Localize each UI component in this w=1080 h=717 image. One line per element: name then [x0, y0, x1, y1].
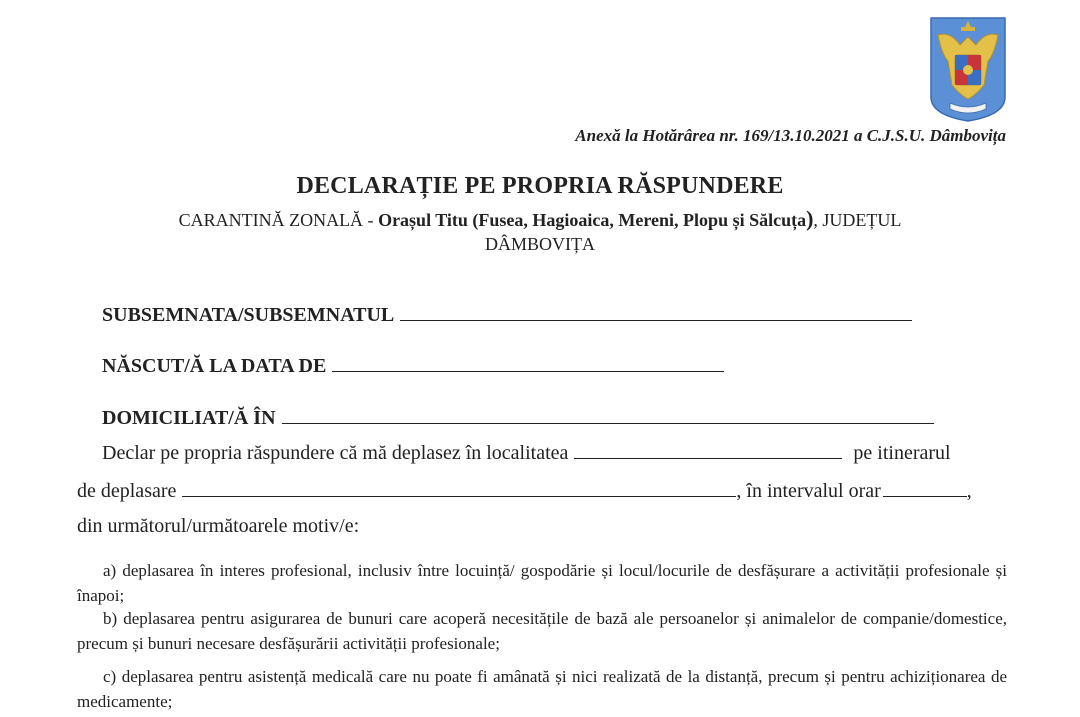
route-input-line[interactable] [182, 480, 736, 497]
reason-item-b [77, 606, 1007, 656]
declaration-line-2 [77, 480, 972, 503]
birthdate-label: NĂSCUT/Ă LA DATA DE [102, 355, 327, 377]
document-subtitle [130, 207, 950, 256]
reason-item-c [77, 664, 1007, 714]
reason-b-text: b) deplasarea pentru asigurarea de bunuri care acoperă necesitățile de bază ale persoanelor și animalelor de companie/domestice, precum și bunuri necesare desfășurării activității profesionale; [77, 609, 1007, 653]
subtitle-locality: Orașul Titu (Fusea, Hagioaica, Mereni, Plopu și Sălcuța [378, 210, 807, 230]
name-field [102, 304, 912, 327]
romania-coat-of-arms-icon [928, 15, 1008, 123]
residence-field [102, 407, 934, 430]
declaration-text-comma: , [966, 480, 972, 502]
name-input-line[interactable] [400, 304, 912, 321]
declaration-text-route: de deplasare [77, 480, 177, 502]
residence-label: DOMICILIAT/Ă ÎN [102, 407, 276, 429]
residence-input-line[interactable] [282, 407, 934, 424]
declaration-text-interval: , în intervalul orar [736, 480, 881, 502]
birthdate-input-line[interactable] [332, 355, 724, 372]
declaration-line-3: din următorul/următoarele motiv/e: [77, 515, 360, 537]
document-title: DECLARAȚIE PE PROPRIA RĂSPUNDERE [296, 173, 784, 199]
reason-item-a [77, 558, 1007, 608]
reason-a-text: a) deplasarea în interes profesional, inclusiv între locuință/ gospodărie și locul/locurile de desfășurare a activității profesionale și înapoi; [77, 561, 1007, 605]
subtitle-suffix: , JUDEȚUL [813, 210, 902, 230]
subtitle-county: DÂMBOVIȚA [485, 234, 595, 254]
interval-input-line[interactable] [883, 480, 967, 497]
subtitle-close-paren: ) [806, 206, 814, 231]
birthdate-field [102, 355, 724, 378]
reason-c-text: c) deplasarea pentru asistență medicală care nu poate fi amânată și nici realizată de la distanță, precum și pentru achiziționarea de medicamente; [77, 667, 1007, 711]
subtitle-prefix: CARANTINĂ ZONALĂ - [178, 210, 379, 230]
annex-reference: Anexă la Hotărârea nr. 169/13.10.2021 a C.J.S.U. Dâmbovița [575, 126, 1006, 145]
locality-input-line[interactable] [574, 442, 842, 459]
declaration-text-locality: Declar pe propria răspundere că mă deplasez în localitatea [102, 442, 569, 464]
declaration-text-itinerary: pe itinerarul [853, 442, 951, 464]
name-label: SUBSEMNATA/SUBSEMNATUL [102, 304, 395, 326]
declaration-line-1 [102, 442, 951, 465]
